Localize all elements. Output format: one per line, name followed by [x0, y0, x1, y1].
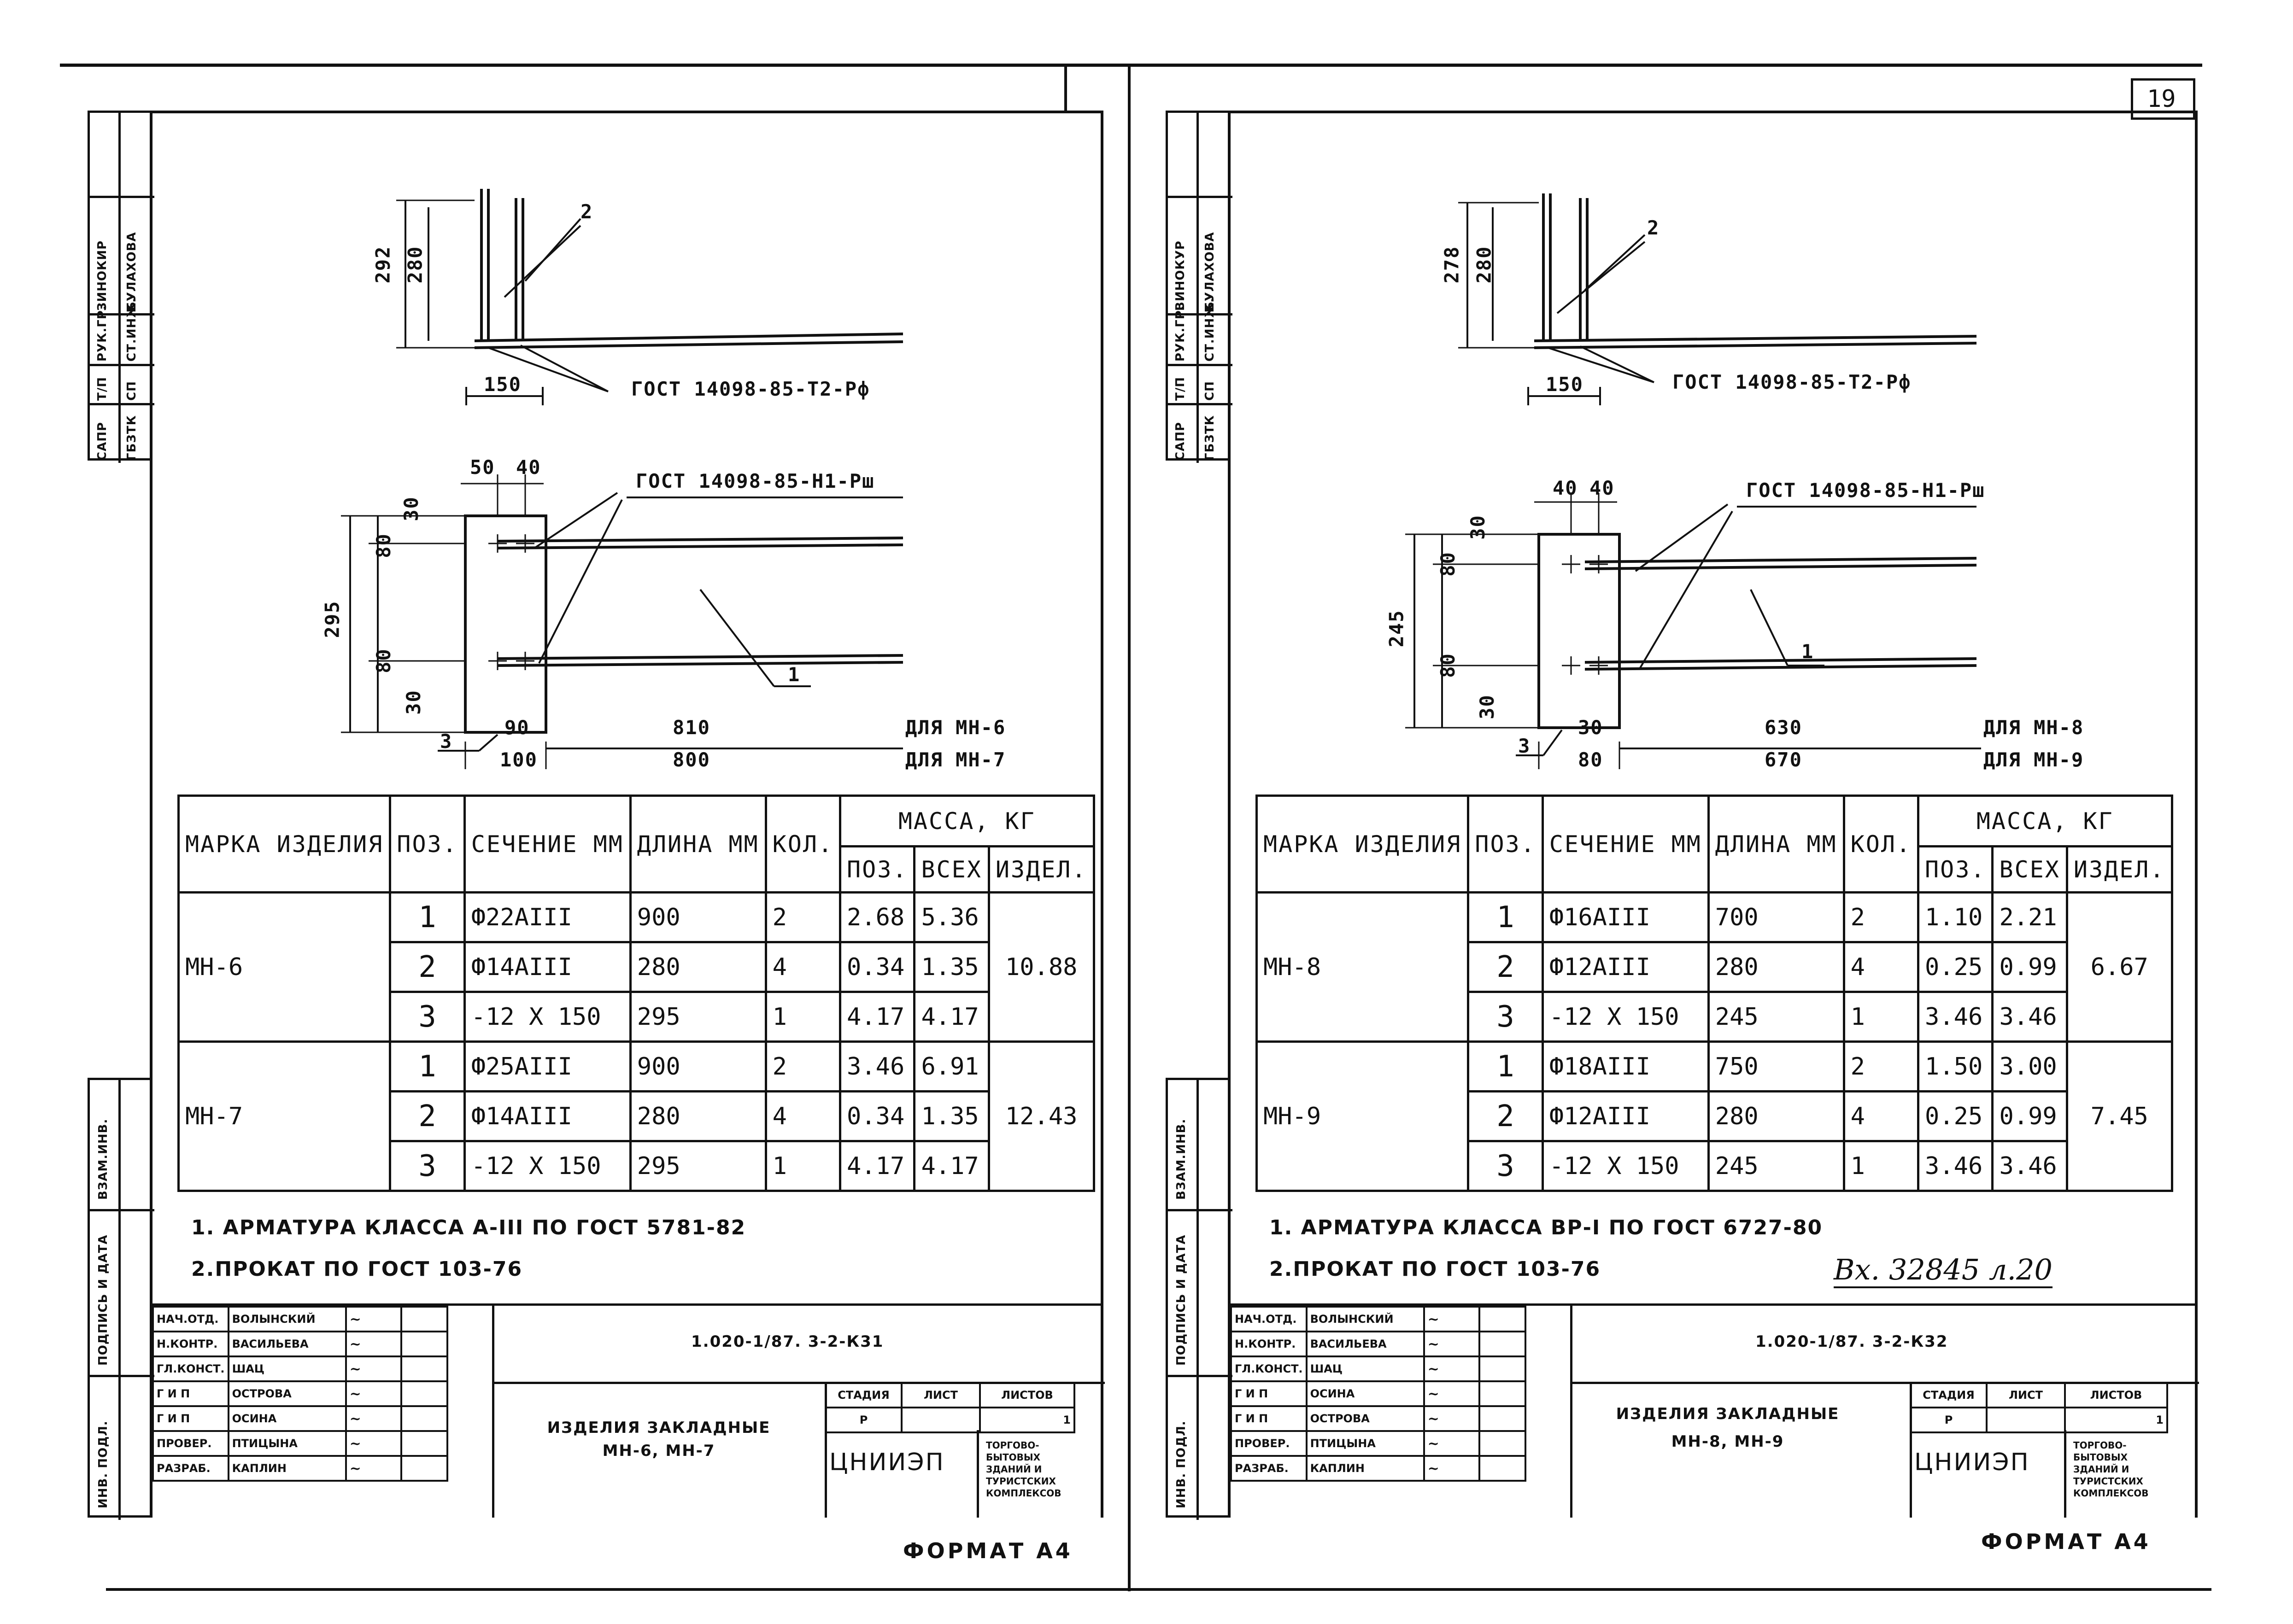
- signature-cell: ~: [1424, 1456, 1479, 1481]
- qty-cell: 2: [766, 1042, 840, 1092]
- sidebar-label: СТ.ИНЖ.: [1203, 298, 1217, 362]
- sidebar-label: ВИНОКУР: [1173, 240, 1187, 311]
- qty-cell: 4: [766, 1092, 840, 1141]
- staff-role: ПРОВЕР.: [153, 1431, 229, 1456]
- stage-header: СТАДИЯ: [826, 1383, 902, 1408]
- left-staff-table: [152, 1306, 448, 1482]
- staff-name: ПТИЦЫНА: [1307, 1431, 1424, 1456]
- length-cell: 280: [1708, 942, 1844, 992]
- signature-cell: ~: [346, 1431, 401, 1456]
- mass-item-cell: 6.67: [2067, 893, 2172, 1042]
- dim-label: 90: [504, 716, 530, 739]
- dim-label: 80: [372, 648, 395, 673]
- drawing-name-line1: ИЗДЕЛИЯ ЗАКЛАДНЫЕ: [1616, 1405, 1840, 1423]
- org-name: ЦНИИЭП: [829, 1449, 945, 1476]
- length-cell: 295: [630, 992, 766, 1042]
- dim-label: 295: [321, 600, 344, 638]
- section-cell: -12 Х 150: [1542, 1141, 1708, 1191]
- staff-name: ОСТРОВА: [1307, 1406, 1424, 1431]
- section-cell: Ф12АIII: [1542, 942, 1708, 992]
- top-border-line: [60, 64, 2202, 67]
- sheets-header: ЛИСТОВ: [980, 1383, 1074, 1408]
- section-cell: -12 Х 150: [464, 1141, 630, 1191]
- header-pos: ПОЗ.: [1468, 796, 1542, 893]
- section-cell: Ф18АIII: [1542, 1042, 1708, 1092]
- section-cell: Ф22АIII: [464, 893, 630, 942]
- drawing-code: 1.020-1/87. 3-2-К32: [1755, 1332, 1948, 1351]
- qty-cell: 2: [1844, 893, 1918, 942]
- length-cell: 295: [630, 1141, 766, 1191]
- sidebar-label: БУЛАХОВА: [125, 232, 139, 311]
- sheets-value: 1: [980, 1408, 1074, 1432]
- dim-label: 292: [371, 245, 394, 284]
- dim-label: 100: [500, 748, 538, 771]
- staff-name: ВОЛЫНСКИЙ: [1307, 1307, 1424, 1332]
- sidebar-label: РУК.ГР.: [95, 305, 109, 362]
- dim-label: 30: [1578, 716, 1603, 739]
- table-row: [179, 1042, 1094, 1092]
- pos-cell: 1: [390, 893, 464, 942]
- right-embedded-part-drawing: [1385, 175, 2115, 771]
- header-mass-all: ВСЕХ: [1993, 847, 2067, 893]
- qty-cell: 1: [766, 1141, 840, 1191]
- staff-role: ГЛ.КОНСТ.: [153, 1356, 229, 1381]
- left-embedded-part-drawing: [321, 175, 1006, 771]
- sidebar-label: СП: [125, 381, 139, 401]
- drawing-name-line2: МН-8, МН-9: [1671, 1432, 1784, 1451]
- section-cell: Ф25АIII: [464, 1042, 630, 1092]
- dim-label: 80: [1436, 653, 1459, 678]
- staff-role: РАЗРАБ.: [153, 1456, 229, 1481]
- length-cell: 900: [630, 893, 766, 942]
- staff-name: ВОЛЫНСКИЙ: [229, 1307, 346, 1332]
- page-number: 19: [2147, 85, 2176, 113]
- staff-name: ОСТРОВА: [229, 1381, 346, 1406]
- header-length: ДЛИНА ММ: [1708, 796, 1844, 893]
- dim-label: 670: [1765, 748, 1802, 771]
- dim-label: 280: [1472, 245, 1495, 284]
- qty-cell: 1: [1844, 992, 1918, 1042]
- table-row: [1257, 1042, 2172, 1092]
- sidebar-label: САПР: [95, 421, 109, 461]
- staff-name: КАПЛИН: [1307, 1456, 1424, 1481]
- staff-role: Г И П: [1231, 1406, 1307, 1431]
- leader-label: 3: [1518, 735, 1531, 757]
- header-mass-all: ВСЕХ: [915, 847, 989, 893]
- signature-cell: ~: [346, 1356, 401, 1381]
- left-sidebar-top: [88, 111, 152, 461]
- length-cell: 280: [1708, 1092, 1844, 1141]
- left-titleblock: [152, 1303, 1103, 1520]
- dim-label: 800: [673, 748, 710, 771]
- qty-cell: 2: [1844, 1042, 1918, 1092]
- sidebar-label: СТ.ИНЖ.: [125, 298, 139, 362]
- mass-pos-cell: 4.17: [840, 992, 915, 1042]
- staff-role: Г И П: [153, 1406, 229, 1431]
- sheets-header: ЛИСТОВ: [2065, 1383, 2167, 1408]
- staff-name: ШАЦ: [1307, 1356, 1424, 1381]
- gost-label: ГОСТ 14098-85-Н1-Рш: [636, 470, 875, 492]
- qty-cell: 4: [1844, 1092, 1918, 1141]
- leader-label: 1: [788, 663, 801, 686]
- format-label: ФОРМАТ А4: [903, 1538, 1073, 1563]
- pos-cell: 2: [390, 942, 464, 992]
- signature-cell: ~: [346, 1307, 401, 1332]
- mass-pos-cell: 3.46: [1918, 992, 1993, 1042]
- leader-label: 2: [581, 200, 593, 223]
- mark-cell: МН-6: [179, 893, 390, 1042]
- sidebar-label: БУЛАХОВА: [1203, 232, 1217, 311]
- gost-label: ГОСТ 14098-85-Н1-Рш: [1746, 479, 1985, 502]
- variant-label: ДЛЯ МН-8: [1983, 716, 2084, 739]
- dim-label: 80: [1436, 551, 1459, 577]
- signature-cell: ~: [346, 1406, 401, 1431]
- org-subtitle: ТОРГОВО- БЫТОВЫХ ЗДАНИЙ И ТУРИСТСКИХ КОМПЛЕКСОВ: [986, 1440, 1061, 1499]
- sheet-value: [1987, 1408, 2065, 1432]
- header-length: ДЛИНА ММ: [630, 796, 766, 893]
- mass-all-cell: 0.99: [1993, 942, 2067, 992]
- right-staff-table: [1230, 1306, 1526, 1482]
- mass-pos-cell: 0.34: [840, 1092, 915, 1141]
- dim-label: 245: [1385, 609, 1408, 648]
- mass-pos-cell: 0.34: [840, 942, 915, 992]
- page-divider: [1128, 67, 1131, 1591]
- header-section: СЕЧЕНИЕ ММ: [464, 796, 630, 893]
- mass-all-cell: 1.35: [915, 942, 989, 992]
- staff-name: ШАЦ: [229, 1356, 346, 1381]
- drawing-name-line2: МН-6, МН-7: [602, 1442, 715, 1460]
- header-mass: МАССА, КГ: [1918, 796, 2172, 847]
- note-2: 2.ПРОКАТ ПО ГОСТ 103-76: [1269, 1257, 1601, 1281]
- qty-cell: 4: [1844, 942, 1918, 992]
- stage-header: СТАДИЯ: [1911, 1383, 1987, 1408]
- right-sidebar-top: [1166, 111, 1230, 461]
- qty-cell: 4: [766, 942, 840, 992]
- sidebar-label: РУК.ГР.: [1173, 305, 1187, 362]
- mass-pos-cell: 0.25: [1918, 942, 1993, 992]
- staff-name: КАПЛИН: [229, 1456, 346, 1481]
- sidebar-label: ГБЗТК: [125, 415, 139, 461]
- pos-cell: 3: [390, 1141, 464, 1191]
- mass-pos-cell: 3.46: [840, 1042, 915, 1092]
- signature-cell: ~: [1424, 1332, 1479, 1356]
- sidebar-label: САПР: [1173, 421, 1187, 461]
- sidebar-label: ИНВ. ПОДЛ.: [1174, 1420, 1188, 1508]
- staff-role: Н.КОНТР.: [1231, 1332, 1307, 1356]
- mass-item-cell: 10.88: [989, 893, 1094, 1042]
- staff-role: Г И П: [153, 1381, 229, 1406]
- staff-role: Г И П: [1231, 1381, 1307, 1406]
- bottom-border-line: [106, 1588, 2211, 1591]
- pos-cell: 3: [390, 992, 464, 1042]
- leader-label: 2: [1647, 216, 1660, 239]
- staff-role: ГЛ.КОНСТ.: [1231, 1356, 1307, 1381]
- sidebar-label: Т/П: [1173, 377, 1187, 401]
- mass-item-cell: 12.43: [989, 1042, 1094, 1191]
- mark-cell: МН-9: [1257, 1042, 1468, 1191]
- dim-label: 40: [1553, 477, 1578, 499]
- sheet-header: ЛИСТ: [1987, 1383, 2065, 1408]
- mark-cell: МН-8: [1257, 893, 1468, 1042]
- mass-all-cell: 4.17: [915, 1141, 989, 1191]
- stage-value: Р: [1911, 1408, 1987, 1432]
- section-cell: Ф12АIII: [1542, 1092, 1708, 1141]
- drawing-code: 1.020-1/87. 3-2-К31: [691, 1332, 884, 1351]
- header-mass: МАССА, КГ: [840, 796, 1094, 847]
- handwritten-registration-note: Вх. 32845 л.20: [1834, 1253, 2053, 1288]
- length-cell: 900: [630, 1042, 766, 1092]
- signature-cell: ~: [346, 1332, 401, 1356]
- pos-cell: 2: [390, 1092, 464, 1141]
- staff-name: ВАСИЛЬЕВА: [1307, 1332, 1424, 1356]
- pos-cell: 1: [1468, 893, 1542, 942]
- dim-label: 80: [372, 533, 395, 558]
- staff-name: ПТИЦЫНА: [229, 1431, 346, 1456]
- dim-label: 40: [1589, 477, 1615, 499]
- staff-name: ОСИНА: [229, 1406, 346, 1431]
- sidebar-label: ВЗАМ.ИНВ.: [1174, 1118, 1188, 1200]
- left-sheet-topright-tick: [1064, 67, 1067, 111]
- staff-role: НАЧ.ОТД.: [153, 1307, 229, 1332]
- right-drawing-svg: [1396, 175, 2115, 769]
- note-2: 2.ПРОКАТ ПО ГОСТ 103-76: [191, 1257, 523, 1281]
- variant-label: ДЛЯ МН-9: [1983, 748, 2084, 771]
- leader-label: 1: [1801, 640, 1814, 663]
- section-cell: Ф16АIII: [1542, 893, 1708, 942]
- header-mark: МАРКА ИЗДЕЛИЯ: [1257, 796, 1468, 893]
- org-subtitle: ТОРГОВО- БЫТОВЫХ ЗДАНИЙ И ТУРИСТСКИХ КОМПЛЕКСОВ: [2073, 1440, 2149, 1499]
- dim-label: 80: [1578, 748, 1603, 771]
- sheet-value: [902, 1408, 980, 1432]
- sidebar-label: ЗИНОКИР: [95, 240, 109, 311]
- sidebar-label: Т/П: [95, 377, 109, 401]
- staff-role: РАЗРАБ.: [1231, 1456, 1307, 1481]
- staff-name: ВАСИЛЬЕВА: [229, 1332, 346, 1356]
- dim-label: 278: [1440, 245, 1463, 284]
- gost-label: ГОСТ 14098-85-Т2-Рф: [1672, 371, 1912, 393]
- dim-label: 30: [1466, 514, 1489, 540]
- pos-cell: 3: [1468, 1141, 1542, 1191]
- mass-pos-cell: 0.25: [1918, 1092, 1993, 1141]
- qty-cell: 2: [766, 893, 840, 942]
- left-stage-table: [825, 1382, 1075, 1433]
- mass-all-cell: 2.21: [1993, 893, 2067, 942]
- table-row: [1257, 893, 2172, 942]
- signature-cell: ~: [1424, 1356, 1479, 1381]
- note-1: 1. АРМАТУРА КЛАССА ВР-I ПО ГОСТ 6727-80: [1269, 1216, 1823, 1239]
- header-section: СЕЧЕНИЕ ММ: [1542, 796, 1708, 893]
- length-cell: 750: [1708, 1042, 1844, 1092]
- qty-cell: 1: [1844, 1141, 1918, 1191]
- dim-label: 150: [1546, 373, 1583, 396]
- drawing-name-line1: ИЗДЕЛИЯ ЗАКЛАДНЫЕ: [547, 1419, 771, 1437]
- length-cell: 280: [630, 942, 766, 992]
- signature-cell: ~: [1424, 1381, 1479, 1406]
- signature-cell: ~: [1424, 1307, 1479, 1332]
- right-stage-table: [1910, 1382, 2168, 1433]
- left-sidebar-bottom: [88, 1078, 152, 1518]
- right-sidebar-bottom: [1166, 1078, 1230, 1518]
- dim-label: 810: [673, 716, 710, 739]
- header-mass-pos: ПОЗ.: [840, 847, 915, 893]
- qty-cell: 1: [766, 992, 840, 1042]
- mass-all-cell: 0.99: [1993, 1092, 2067, 1141]
- pos-cell: 1: [1468, 1042, 1542, 1092]
- mass-all-cell: 1.35: [915, 1092, 989, 1141]
- staff-role: НАЧ.ОТД.: [1231, 1307, 1307, 1332]
- header-mass-item: ИЗДЕЛ.: [989, 847, 1094, 893]
- sidebar-label: ГБЗТК: [1203, 415, 1217, 461]
- pos-cell: 2: [1468, 942, 1542, 992]
- mass-all-cell: 4.17: [915, 992, 989, 1042]
- sheets-value: 1: [2065, 1408, 2167, 1432]
- org-name: ЦНИИЭП: [1914, 1449, 2030, 1476]
- signature-cell: ~: [346, 1456, 401, 1481]
- section-cell: Ф14АIII: [464, 1092, 630, 1141]
- signature-cell: ~: [1424, 1431, 1479, 1456]
- length-cell: 280: [630, 1092, 766, 1141]
- staff-role: Н.КОНТР.: [153, 1332, 229, 1356]
- variant-label: ДЛЯ МН-7: [905, 748, 1006, 771]
- stage-value: Р: [826, 1408, 902, 1432]
- sidebar-label: ПОДПИСЬ И ДАТА: [1174, 1234, 1188, 1366]
- header-pos: ПОЗ.: [390, 796, 464, 893]
- sidebar-label: СП: [1203, 381, 1217, 401]
- mass-all-cell: 5.36: [915, 893, 989, 942]
- right-spec-table: [1255, 794, 2173, 1192]
- left-spec-table: [177, 794, 1095, 1192]
- mass-all-cell: 6.91: [915, 1042, 989, 1092]
- section-cell: Ф14АIII: [464, 942, 630, 992]
- pos-cell: 2: [1468, 1092, 1542, 1141]
- mass-item-cell: 7.45: [2067, 1042, 2172, 1191]
- dim-label: 40: [516, 456, 541, 479]
- header-qty: КОЛ.: [766, 796, 840, 893]
- sidebar-label: ВЗАМ.ИНВ.: [96, 1118, 110, 1200]
- sheet-header: ЛИСТ: [902, 1383, 980, 1408]
- length-cell: 245: [1708, 1141, 1844, 1191]
- mass-all-cell: 3.46: [1993, 1141, 2067, 1191]
- length-cell: 700: [1708, 893, 1844, 942]
- format-label: ФОРМАТ А4: [1981, 1529, 2151, 1554]
- length-cell: 245: [1708, 992, 1844, 1042]
- mass-pos-cell: 1.50: [1918, 1042, 1993, 1092]
- pos-cell: 3: [1468, 992, 1542, 1042]
- table-row: [179, 893, 1094, 942]
- staff-role: ПРОВЕР.: [1231, 1431, 1307, 1456]
- sidebar-label: ИНВ. ПОДЛ.: [96, 1420, 110, 1508]
- dim-label: 30: [1475, 694, 1498, 719]
- mark-cell: МН-7: [179, 1042, 390, 1191]
- mass-pos-cell: 3.46: [1918, 1141, 1993, 1191]
- mass-all-cell: 3.00: [1993, 1042, 2067, 1092]
- dim-label: 50: [470, 456, 495, 479]
- right-titleblock: [1230, 1303, 2198, 1520]
- note-1: 1. АРМАТУРА КЛАССА А-III ПО ГОСТ 5781-82: [191, 1216, 746, 1239]
- dim-label: 150: [484, 373, 522, 396]
- mass-pos-cell: 1.10: [1918, 893, 1993, 942]
- section-cell: -12 Х 150: [1542, 992, 1708, 1042]
- header-qty: КОЛ.: [1844, 796, 1918, 893]
- dim-label: 30: [402, 689, 425, 715]
- signature-cell: ~: [1424, 1406, 1479, 1431]
- mass-pos-cell: 2.68: [840, 893, 915, 942]
- variant-label: ДЛЯ МН-6: [905, 716, 1006, 739]
- section-cell: -12 Х 150: [464, 992, 630, 1042]
- dim-label: 630: [1765, 716, 1802, 739]
- mass-pos-cell: 4.17: [840, 1141, 915, 1191]
- dim-label: 30: [399, 496, 422, 521]
- leader-label: 3: [440, 730, 453, 753]
- pos-cell: 1: [390, 1042, 464, 1092]
- sidebar-label: ПОДПИСЬ И ДАТА: [96, 1234, 110, 1366]
- header-mark: МАРКА ИЗДЕЛИЯ: [179, 796, 390, 893]
- header-mass-pos: ПОЗ.: [1918, 847, 1993, 893]
- gost-label: ГОСТ 14098-85-Т2-Рф: [631, 378, 870, 400]
- staff-name: ОСИНА: [1307, 1381, 1424, 1406]
- header-mass-item: ИЗДЕЛ.: [2067, 847, 2172, 893]
- dim-label: 280: [404, 245, 427, 284]
- mass-all-cell: 3.46: [1993, 992, 2067, 1042]
- signature-cell: ~: [346, 1381, 401, 1406]
